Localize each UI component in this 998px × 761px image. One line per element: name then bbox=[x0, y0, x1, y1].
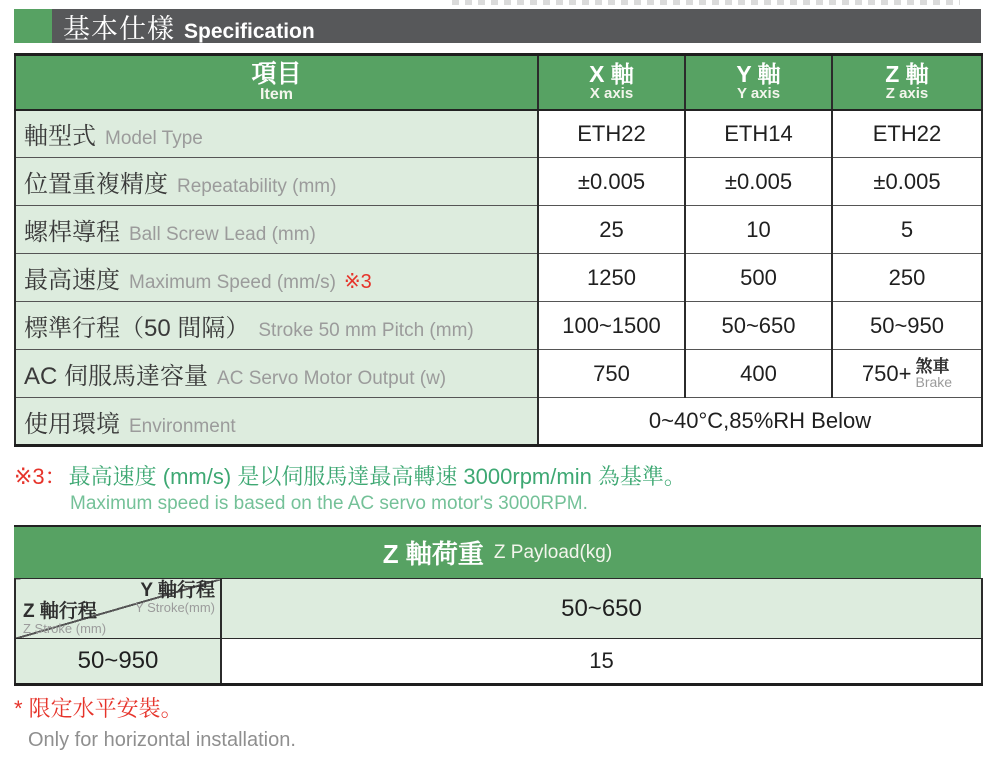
cell-x: 25 bbox=[538, 206, 685, 254]
row-label-zh: AC 伺服馬達容量 bbox=[24, 363, 209, 390]
row-label-zh: 軸型式 bbox=[24, 123, 96, 151]
cell-y: 400 bbox=[685, 350, 832, 398]
header-z-axis bbox=[832, 55, 982, 110]
row-label-zh: 使用環境 bbox=[24, 410, 120, 438]
diagonal-header-cell bbox=[15, 579, 221, 639]
table-row-model-type bbox=[15, 110, 982, 158]
cell-z: 250 bbox=[832, 254, 982, 302]
y-stroke-label-zh: Y 軸行程 bbox=[140, 580, 215, 601]
diagonal-z-label bbox=[23, 602, 106, 636]
payload-table-title-bar bbox=[14, 525, 981, 578]
row-label bbox=[15, 206, 538, 254]
header-y-en: Y axis bbox=[736, 85, 781, 103]
footnote-3 bbox=[14, 463, 686, 515]
cell-y: ETH14 bbox=[685, 110, 832, 158]
cell-z: 5 bbox=[832, 206, 982, 254]
table-row-ball-screw-lead bbox=[15, 206, 982, 254]
section-title-bar bbox=[14, 9, 981, 43]
brake-label-zh: 煞車 bbox=[915, 357, 950, 376]
header-x-en: X axis bbox=[589, 85, 634, 103]
cell-z: 50~950 bbox=[832, 302, 982, 350]
row-label-zh: 最高速度 bbox=[24, 267, 120, 294]
section-title-en: Specification bbox=[184, 19, 315, 43]
payload-data-row bbox=[15, 639, 982, 685]
cell-y: ±0.005 bbox=[685, 158, 832, 206]
cell-x: ±0.005 bbox=[538, 158, 685, 206]
z-stroke-label-zh: Z 軸行程 bbox=[23, 601, 97, 623]
payload-table bbox=[14, 578, 983, 686]
row-label-en: Model Type bbox=[105, 128, 203, 150]
header-y-zh: Y 軸 bbox=[736, 61, 781, 88]
cell-y: 50~650 bbox=[685, 302, 832, 350]
brake-label-en: Brake bbox=[915, 374, 953, 390]
specification-table bbox=[14, 53, 983, 447]
cell-x: ETH22 bbox=[538, 110, 685, 158]
row-label-en: Repeatability (mm) bbox=[177, 176, 337, 197]
header-z-en: Z axis bbox=[885, 85, 929, 103]
footnote-3-zh-text: 最高速度 (mm/s) 是以伺服馬達最高轉速 3000rpm/min 為基準。 bbox=[68, 464, 686, 489]
cell-y: 10 bbox=[685, 206, 832, 254]
row-label bbox=[15, 350, 538, 398]
y-stroke-value: 50~650 bbox=[221, 579, 982, 639]
table-row-servo-output bbox=[15, 350, 982, 398]
row-label-en: Environment bbox=[129, 415, 236, 437]
row-label bbox=[15, 254, 538, 302]
header-y-axis bbox=[685, 55, 832, 110]
cell-x: 750 bbox=[538, 350, 685, 398]
table-row-repeatability bbox=[15, 158, 982, 206]
cell-y: 500 bbox=[685, 254, 832, 302]
section-title bbox=[63, 7, 315, 46]
cell-environment-merged: 0~40°C,85%RH Below bbox=[538, 398, 982, 446]
table-row-maximum-speed bbox=[15, 254, 982, 302]
row-label-en: Ball Screw Lead (mm) bbox=[129, 224, 316, 245]
row-label-en: AC Servo Motor Output (w) bbox=[217, 368, 447, 389]
y-stroke-label-en: Y Stroke(mm) bbox=[135, 599, 215, 615]
table-row-environment bbox=[15, 398, 982, 446]
row-label-en: Stroke 50 mm Pitch (mm) bbox=[258, 320, 474, 341]
diagonal-y-label bbox=[135, 581, 215, 615]
footer-note bbox=[14, 695, 296, 753]
footer-note-marker: * bbox=[14, 696, 23, 721]
payload-title-en: Z Payload(kg) bbox=[493, 541, 613, 563]
payload-value: 15 bbox=[221, 639, 982, 685]
header-item-zh: 項目 bbox=[251, 59, 302, 88]
spec-header-row bbox=[15, 55, 982, 110]
brake-main-value: 750+ bbox=[861, 360, 912, 386]
row-label-en: Maximum Speed (mm/s) bbox=[129, 272, 336, 293]
header-item bbox=[15, 55, 538, 110]
clipped-top-text bbox=[452, 0, 960, 5]
row-label-zh: 標準行程（50 間隔） bbox=[24, 315, 250, 342]
section-title-zh: 基本仕樣 bbox=[63, 13, 175, 44]
footer-note-zh-text: 限定水平安裝。 bbox=[28, 696, 183, 721]
header-z-zh: Z 軸 bbox=[885, 61, 929, 88]
header-item-en: Item bbox=[260, 85, 293, 103]
footer-note-line-zh bbox=[14, 695, 296, 724]
header-x-axis bbox=[538, 55, 685, 110]
cell-z: ETH22 bbox=[832, 110, 982, 158]
table-row-stroke bbox=[15, 302, 982, 350]
row-label bbox=[15, 398, 538, 446]
payload-header-row bbox=[15, 579, 982, 639]
payload-title-zh: Z 軸荷重 bbox=[382, 539, 484, 569]
row-label-zh: 位置重複精度 bbox=[24, 171, 168, 198]
row-label bbox=[15, 158, 538, 206]
header-x-zh: X 軸 bbox=[589, 61, 634, 88]
footnote-marker: ※3 bbox=[343, 271, 372, 293]
footer-note-line-en: Only for horizontal installation. bbox=[28, 728, 296, 751]
footnote-3-line-en: Maximum speed is based on the AC servo motor's 3000RPM. bbox=[70, 492, 588, 514]
footnote-3-marker: ※3： bbox=[14, 464, 67, 489]
z-stroke-label-en: Z Stroke (mm) bbox=[23, 621, 107, 637]
cell-x: 100~1500 bbox=[538, 302, 685, 350]
z-stroke-value: 50~950 bbox=[15, 639, 221, 685]
footnote-3-line-zh bbox=[14, 463, 686, 491]
row-label bbox=[15, 302, 538, 350]
cell-x: 1250 bbox=[538, 254, 685, 302]
cell-z: ±0.005 bbox=[832, 158, 982, 206]
row-label-zh: 螺桿導程 bbox=[24, 219, 120, 246]
green-accent-square bbox=[14, 9, 52, 43]
cell-z-brake bbox=[832, 350, 982, 398]
row-label bbox=[15, 110, 538, 158]
